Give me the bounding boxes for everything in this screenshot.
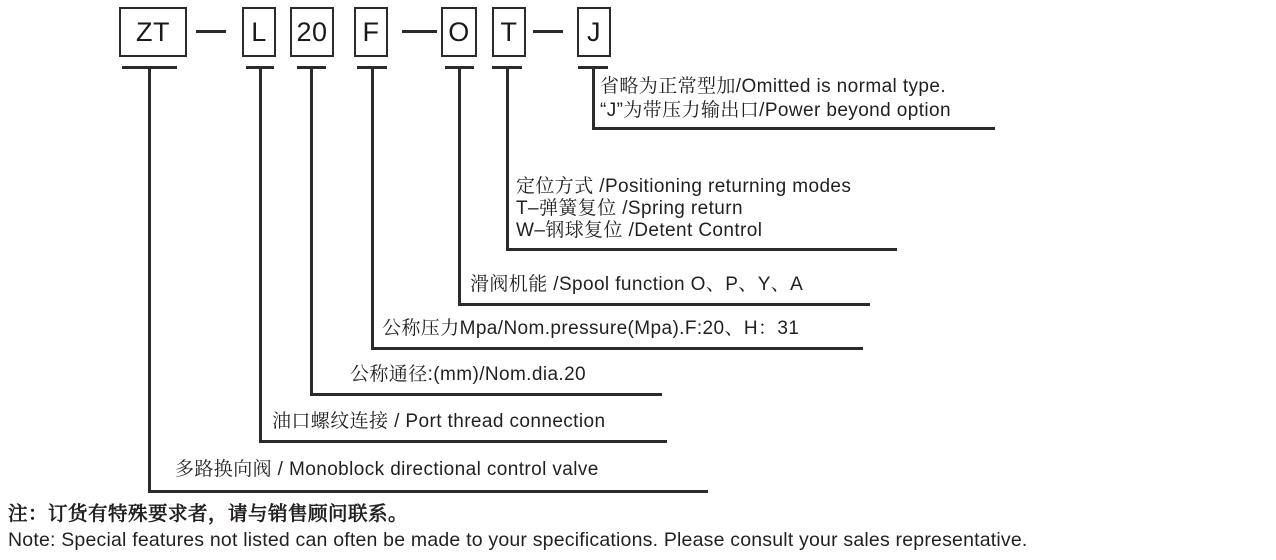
code-box-zt	[119, 7, 187, 57]
underline-size	[310, 393, 662, 396]
description-f	[382, 318, 799, 340]
underline-l	[259, 440, 667, 443]
description-o	[470, 274, 803, 296]
code-label-o: O	[448, 16, 470, 47]
code-box-size	[290, 7, 334, 57]
code-label-zt: ZT	[136, 16, 170, 47]
code-box-o	[441, 7, 477, 57]
description-j	[600, 75, 951, 123]
underline-zt	[148, 490, 708, 493]
drop-line-l	[259, 66, 262, 442]
code-box-l	[242, 7, 276, 57]
description-t-line-3: W–钢球复位 /Detent Control	[516, 220, 763, 241]
code-label-f: F	[362, 16, 380, 47]
underline-o	[458, 303, 870, 306]
code-box-t	[492, 7, 526, 57]
drop-line-t	[506, 66, 509, 250]
description-l	[272, 411, 605, 433]
footnote-zh: 注：订货有特殊要求者，请与销售顾问联系。	[8, 503, 409, 525]
dash-connector-2	[402, 30, 437, 33]
description-j-line-1: 省略为正常型加/Omitted is normal type.	[600, 76, 947, 97]
code-label-t: T	[500, 16, 518, 47]
description-o-line-1: 滑阀机能 /Spool function O、P、Y、A	[470, 274, 804, 295]
footnote-en: Note: Special features not listed can often be made to your specifications. Please consult your sales representative.	[8, 529, 1028, 551]
underline-j	[592, 127, 995, 130]
dash-connector-1	[196, 30, 226, 33]
dash-connector-3	[533, 30, 563, 33]
code-label-size: 20	[296, 16, 328, 47]
description-zt	[175, 459, 599, 481]
code-box-f	[354, 7, 388, 57]
description-size	[350, 364, 586, 386]
description-j-line-2: “J”为带压力输出口/Power beyond option	[600, 100, 951, 121]
code-label-l: L	[251, 16, 267, 47]
code-box-j	[577, 7, 611, 57]
drop-line-f	[371, 66, 374, 349]
description-t	[516, 176, 851, 242]
underline-t	[506, 248, 897, 251]
drop-line-size	[310, 66, 313, 395]
underline-f	[371, 347, 863, 350]
description-size-line-1: 公称通径:(mm)/Nom.dia.20	[350, 364, 587, 385]
drop-line-zt	[148, 66, 151, 492]
description-t-line-2: T–弹簧复位 /Spring return	[516, 198, 743, 219]
description-t-line-1: 定位方式 /Positioning returning modes	[516, 176, 852, 197]
description-l-line-1: 油口螺纹连接 / Port thread connection	[272, 411, 606, 432]
footnote	[8, 501, 1028, 553]
description-zt-line-1: 多路换向阀 / Monoblock directional control valve	[175, 459, 599, 480]
description-f-line-1: 公称压力Mpa/Nom.pressure(Mpa).F:20、H：31	[382, 318, 800, 339]
drop-line-j	[592, 66, 595, 129]
code-label-j: J	[587, 16, 601, 47]
drop-line-o	[458, 66, 461, 305]
